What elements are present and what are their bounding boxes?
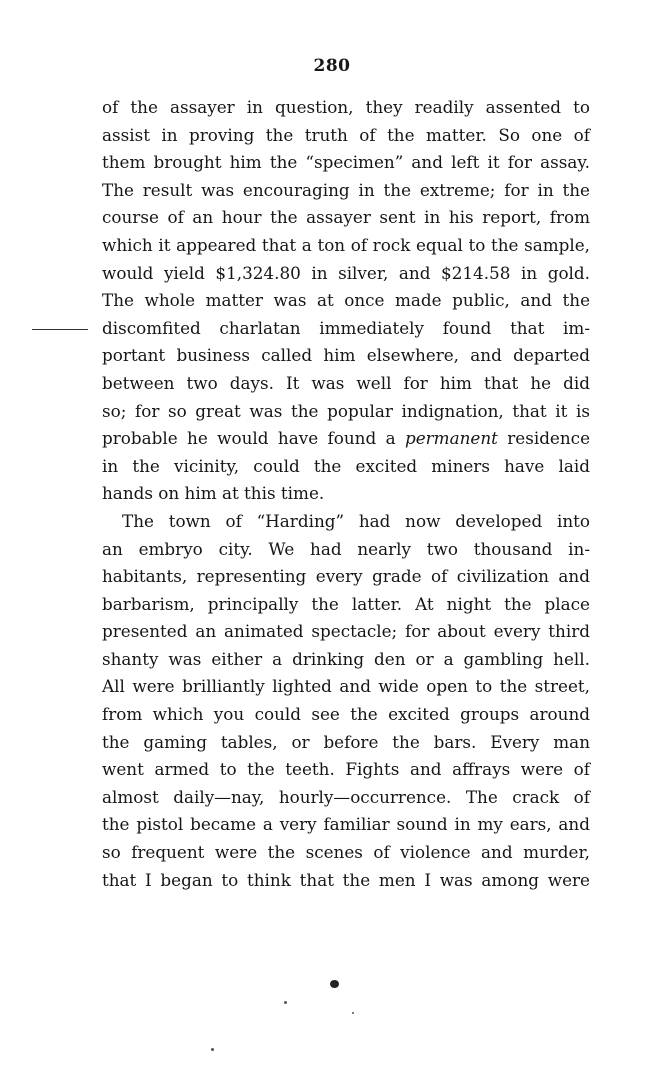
text-line: would yield $1,324.80 in silver, and $214.58 in gold. bbox=[102, 262, 590, 283]
text-line: so; for so great was the popular indignation, that it is bbox=[102, 400, 590, 421]
text-line: so frequent were the scenes of violence and murder, bbox=[102, 842, 590, 863]
text-line: assist in proving the truth of the matter. So one of bbox=[102, 124, 590, 145]
text-line bbox=[102, 425, 590, 453]
text-line: course of an hour the assayer sent in his report, from bbox=[102, 207, 590, 228]
text-line: in the vicinity, could the excited miners have laid bbox=[102, 455, 590, 476]
ink-speck bbox=[211, 1048, 214, 1051]
text-line: All were brilliantly lighted and wide open to the street, bbox=[102, 676, 590, 697]
page-number: 280 bbox=[313, 56, 351, 76]
ink-speck bbox=[352, 1012, 354, 1014]
text-line: portant business called him elsewhere, and departed bbox=[102, 345, 590, 366]
text-line: The whole matter was at once made public, and the bbox=[102, 290, 590, 311]
text-line: almost daily—nay, hourly—occurrence. The crack of bbox=[102, 786, 590, 807]
body-text bbox=[102, 94, 590, 894]
text-line: barbarism, principally the latter. At night the place bbox=[102, 593, 590, 614]
text-line-start: probable he would have found a bbox=[102, 428, 405, 449]
text-line: which it appeared that a ton of rock equal to the sample, bbox=[102, 234, 590, 255]
text-line: habitants, representing every grade of civilization and bbox=[102, 566, 590, 587]
text-line: between two days. It was well for him that he did bbox=[102, 372, 590, 393]
ink-speck bbox=[284, 1001, 287, 1004]
text-line: presented an animated spectacle; for about every third bbox=[102, 621, 590, 642]
text-line: shanty was either a drinking den or a gambling hell. bbox=[102, 648, 590, 669]
italic-word: permanent bbox=[404, 428, 498, 449]
ink-blot bbox=[330, 980, 339, 988]
text-line-end: residence bbox=[497, 428, 590, 449]
text-line: that I began to think that the men I was among were bbox=[102, 869, 590, 890]
text-line: The result was encouraging in the extreme; for in the bbox=[102, 179, 590, 200]
text-line: of the assayer in question, they readily assented to bbox=[102, 97, 590, 117]
text-line: the pistol became a very familiar sound in my ears, and bbox=[102, 814, 590, 835]
text-line: from which you could see the excited groups around bbox=[102, 704, 590, 725]
text-line: the gaming tables, or before the bars. Every man bbox=[102, 731, 590, 752]
text-line: The town of “Harding” had now developed into bbox=[122, 510, 590, 531]
margin-mark bbox=[32, 329, 88, 330]
text-line: went armed to the teeth. Fights and affrays were of bbox=[102, 759, 590, 780]
text-line: them brought him the “specimen” and left it for assay. bbox=[102, 152, 590, 173]
text-line: an embryo city. We had nearly two thousand in- bbox=[102, 538, 590, 559]
text-line: discomfited charlatan immediately found that im- bbox=[102, 317, 590, 338]
text-line: hands on him at this time. bbox=[102, 483, 325, 504]
